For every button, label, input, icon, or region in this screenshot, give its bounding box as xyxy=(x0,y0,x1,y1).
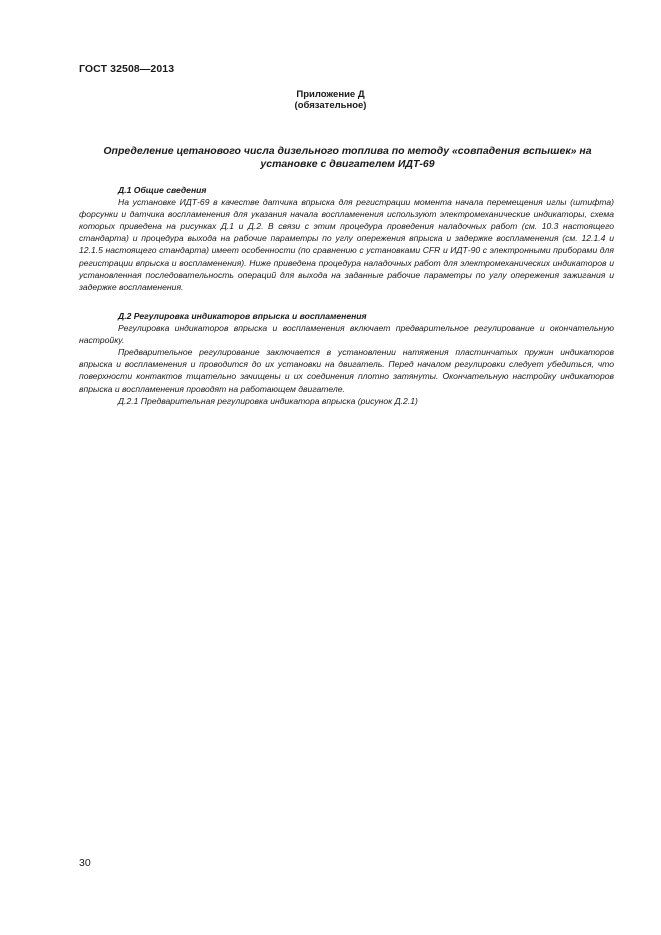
standard-header: ГОСТ 32508—2013 xyxy=(79,63,175,75)
section-d2-paragraph: Предварительное регулирование заключается в установлении натяжения пластинчатых пружин индикаторов впрыска и воспламенения и проводится до их установки на двигатель. Перед началом регулировки следует убедиться, что поверхности контактов тщательно зачищены и их соединения плотно затянуты. Окончательную настройку индикаторов впрыска и воспламенения проводят на работающем двигателе. xyxy=(79,347,614,394)
section-d2 xyxy=(79,310,614,407)
annex-title-block xyxy=(0,89,661,111)
page-number: 30 xyxy=(79,857,91,869)
section-d2-heading: Д.2 Регулировка индикаторов впрыска и воспламенения xyxy=(118,311,367,321)
annex-title: Приложение Д xyxy=(296,89,365,100)
section-d1 xyxy=(79,184,614,293)
subsection-d2-1-title: Д.2.1 Предварительная регулировка индикатора впрыска (рисунок Д.2.1) xyxy=(118,395,418,406)
section-d2-paragraph: Регулировка индикаторов впрыска и воспламенения включает предварительное регулирование и окончательную настройку. xyxy=(79,323,614,346)
annex-status: (обязательное) xyxy=(294,100,367,111)
section-d1-paragraph: На установке ИДТ-69 в качестве датчика впрыска для регистрации момента начала перемещения иглы (штифта) форсунки и датчика воспламенения для указания начала воспламенения используют электромеханические индикаторы, схема которых приведена на рисунках Д.1 и Д.2. В связи с этим процедура проведения наладочных работ (см. 10.3 настоящего стандарта) и процедура выхода на рабочие параметры по углу опережения впрыска и задержке воспламенения (см. 12.1.4 и 12.1.5 настоящего стандарта) имеет особенности (по сравнению с установками CFR и ИДТ-90 с электронными приборами для регистрации впрыска и воспламенения). Ниже приведена процедура наладочных работ для электромеханических индикаторов и установленная последовательность операций для выхода на заданные рабочие параметры по углу опережения зажигания и задержке воспламенения. xyxy=(79,197,614,292)
section-d1-heading: Д.1 Общие сведения xyxy=(118,185,207,195)
document-title: Определение цетанового числа дизельного топлива по методу «совпадения вспышек» на установке с двигателем ИДТ-69 xyxy=(103,145,592,170)
